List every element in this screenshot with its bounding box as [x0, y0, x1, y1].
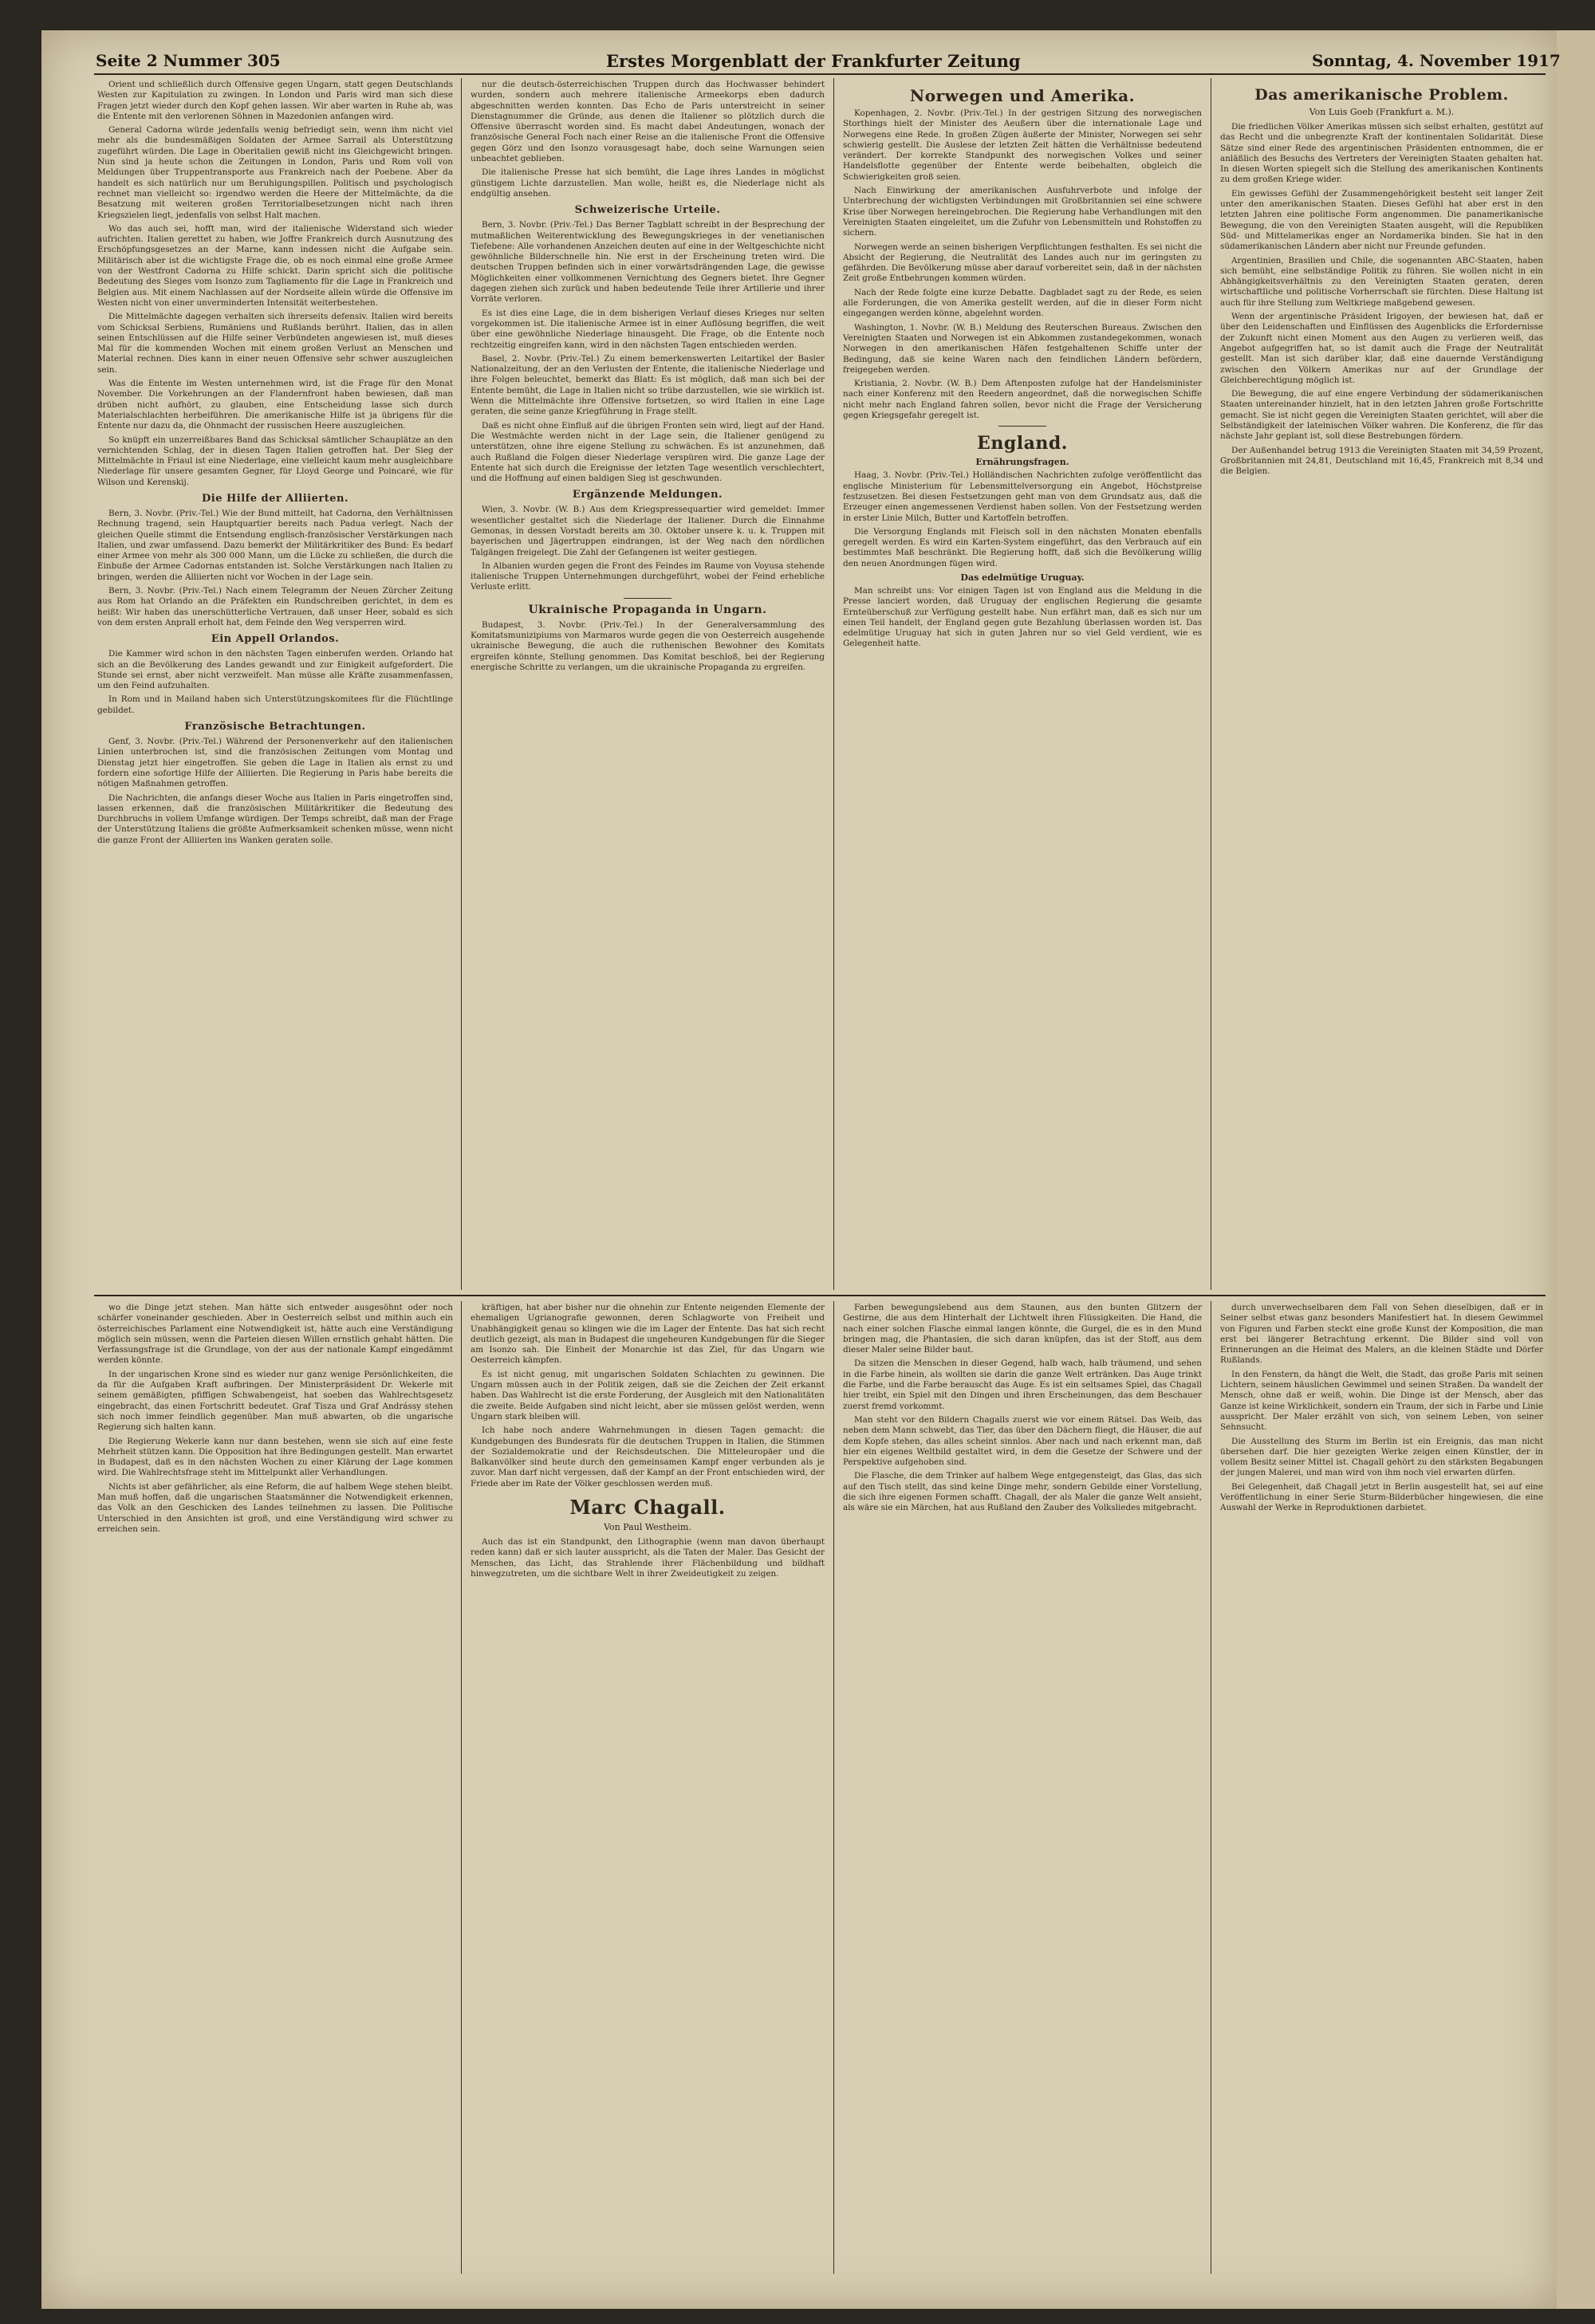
feuilleton-column-4 [1220, 1303, 1543, 2267]
paragraph: nur die deutsch-österreichischen Truppen durch das Hochwasser behindert wurden, sondern auch mehrere italienische Armeekorps eben dadurch abgeschnitten werden konnten. Das Echo de Paris unterstreicht in seiner Dienstagnummer die Gründe, aus denen die Italiener so plötzlich durch die Offensive überrascht worden sind. Es macht dabei Andeutungen, wonach der französische General Foch nach einer Reise an die italienische Front die Offensive gegen Görz und den Isonzo vorausgesagt habe, doch seine Warnungen seien unbeachtet geblieben. [471, 80, 825, 164]
paragraph: Die Mittelmächte dagegen verhalten sich ihrerseits defensiv. Italien wird bereits vom Schicksal Serbiens, Rumäniens und Rußlands berührt. Italien, das in allen seinen Entschlüssen auf die Hilfe seiner Verbündeten angewiesen ist, muß dieses Mal für die kommenden Wochen mit einem großen Verlust an Menschen und Material rechnen. Dies kann in einer neuen Offensive sehr schwer auszugleichen sein. [97, 312, 453, 375]
column-4 [1220, 80, 1543, 1288]
paragraph: Budapest, 3. Novbr. (Priv.-Tel.) In der Generalversammlung des Komitatsmunizipiums von Marmaros wurde gegen die von Oesterreich ausgehende ukrainische Bewegung, die auch die ruthenischen Bewohner des Komitats ergreifen könnte, Stellung genommen. Das Komitat beschloß, bei der Regierung energische Schritte zu verlangen, um die ukrainische Propaganda zu ergreifen. [471, 619, 825, 672]
feuilleton-column-2 [471, 1303, 825, 2267]
paragraph: Wien, 3. Novbr. (W. B.) Aus dem Kriegspressequartier wird gemeldet: Immer wesentlicher gestaltet sich die Niederlage der Italiener. Durch die Einnahme Gemonas, in dessen Vorstadt bereits am 30. Oktober unsere k. u. k. Truppen mit bayerischen und Jägertruppen eindrangen, ist der Weg nach den nördlichen Talgängen freigelegt. Die Zahl der Gefangenen ist weiter gestiegen. [471, 505, 825, 557]
paragraph: Man schreibt uns: Vor einigen Tagen ist von England aus die Meldung in die Presse lanciert worden, daß Uruguay der englischen Regierung die gesamte Ernteüberschuß zur Verfügung gestellt habe. Nun erfährt man, daß es sich nur um einen Teil handelt, der England gegen gute Bezahlung überlassen worden ist. Das edelmütige Uruguay hat sich in guten Jahren nur so viel Geld verdient, wie es Gelegenheit hatte. [843, 585, 1202, 649]
paragraph: In der ungarischen Krone sind es wieder nur ganz wenige Persönlichkeiten, die da für die Aufgaben Kraft aufbringen. Der Ministerpräsident Dr. Wekerle mit seinem gemäßigten, pfiffigen Schwabengeist, hat soeben das Wahlrechtsgesetz eingebracht, das einen Fortschritt bedeutet. Graf Tisza und Graf Andrássy stehen sich noch immer feindlich gegenüber. Man muß abwarten, ob die ungarische Regierung sich halten kann. [97, 1369, 453, 1433]
paragraph: In Albanien wurden gegen die Front des Feindes im Raume von Voyusa stehende italienische Truppen Unternehmungen durchgeführt, wobei der Feind erhebliche Verluste erlitt. [471, 560, 825, 592]
paragraph: Bern, 3. Novbr. (Priv.-Tel.) Wie der Bund mitteilt, hat Cadorna, den Verhältnissen Rechnung tragend, sein Hauptquartier bereits nach Padua verlegt. Nach der gleichen Quelle stimmt die Entsendung englisch-französischer Verstärkungen nach Italien, und zwar umfassend. Dazu bemerkt der Militärkritiker des Bund: Es bedarf einer Armee von mehr als 300 000 Mann, um die Lücke zu schließen, die durch die Einbuße der Armee Cadornas entstanden ist. Solche Verstärkungen nach Italien zu bringen, werden die Alliierten nicht vor Wochen in der Lage sein. [97, 508, 453, 582]
issue-date: Sonntag, 4. November 1917 [1312, 51, 1561, 70]
adjacent-page-edge [1557, 30, 1595, 2309]
section-heading: Ergänzende Meldungen. [572, 489, 723, 501]
paragraph: Ein gewisses Gefühl der Zusammengehörigkeit besteht seit langer Zeit unter den amerikanischen Staaten. Dieses Gefühl hat aber erst in den letzten Jahren eine politische Form angenommen. Die panamerikanische Bewegung, die von den Vereinigten Staaten ausgeht, will die Republiken Süd- und Mittelamerikas enger an Nordamerika binden. Sie hat in den südamerikanischen Ländern aber nicht nur Freunde gefunden. [1220, 188, 1543, 252]
paragraph: Nach der Rede folgte eine kurze Debatte. Dagbladet sagt zu der Rede, es seien alle Forderungen, die von Amerika gestellt werden, auf die in dieser Form nicht eingegangen werden könne, abgelehnt worden. [843, 287, 1202, 319]
paragraph: wo die Dinge jetzt stehen. Man hätte sich entweder ausgesöhnt oder noch schärfer voneinander geschieden. Aber in Oesterreich selbst und mithin auch ein österreichisches Parlament eine Notwendigkeit ist, hätte auch eine Verständigung möglich sein müssen, wenn die Parteien diesen Willen ernstlich gehabt hätten. Die Verfassungsfrage ist die Grundlage, von der aus der nationale Kampf eingedämmt werden könnte. [97, 1303, 453, 1366]
paragraph: In den Fenstern, da hängt die Welt, die Stadt, das große Paris mit seinen Lichtern, seinem häuslichen Gewimmel und seinen Straßen. Da wandelt der Mensch, ohne daß er weiß, wohin. Die Dinge ist der Mensch, aber das Ganze ist keine Wirklichkeit, sondern ein Traum, der sich in Farbe und Linie ausspricht. Der Maler erzählt von sich, von seinem Leben, von seiner Sehnsucht. [1220, 1369, 1543, 1433]
paragraph: Die Kammer wird schon in den nächsten Tagen einberufen werden. Orlando hat sich an die Bevölkerung des Landes gewandt und zur Einigkeit aufgefordert. Die Stunde sei ernst, aber nicht verzweifelt. Man müsse alle Kräfte zusammenfassen, um den Feind aufzuhalten. [97, 649, 453, 691]
article-headline: Norwegen und Amerika. [909, 86, 1136, 105]
column-rule [461, 78, 462, 1290]
section-heading: Ein Appell Orlandos. [211, 633, 340, 646]
subheading: Das edelmütige Uruguay. [960, 572, 1085, 583]
divider [624, 598, 671, 599]
article-headline: Marc Chagall. [569, 1496, 726, 1520]
paragraph: Wenn der argentinische Präsident Irigoyen, der bewiesen hat, daß er über den Leidenschaften und Einflüssen des Augenblicks die Erfordernisse der Zukunft nicht einen Moment aus den Augen zu verlieren weiß, das Angebot aufgegriffen hat, so ist damit auch die Frage der Neutralität gestellt. Man ist sich darüber klar, daß eine dauernde Verständigung zwischen den Völkern Amerikas nur auf der Grundlage der Gleichberechtigung möglich ist. [1220, 312, 1543, 385]
paragraph: Die friedlichen Völker Amerikas müssen sich selbst erhalten, gestützt auf das Recht und die unbegrenzte Kraft der kontinentalen Solidarität. Diese Sätze sind einer Rede des argentinischen Präsidenten entnommen, die er anläßlich des Besuchs des Vertreters der Vereinigten Staaten gehalten hat. In diesen Worten spiegelt sich die Stellung des amerikanischen Kontinents zu dem großen Kriege wider. [1220, 122, 1543, 185]
page-number: Seite 2 Nummer 305 [96, 51, 281, 70]
paragraph: Haag, 3. Novbr. (Priv.-Tel.) Holländischen Nachrichten zufolge veröffentlicht das englische Ministerium für Lebensmittelversorgung ein Angebot, Höchstpreise festzusetzen. Bei diesen Festsetzungen geht man von dem Grundsatz aus, daß die Erzeuger einen angemessenen Verdienst haben sollen. Von der Festsetzung werden in erster Linie Milch, Butter und Kartoffeln betroffen. [843, 470, 1202, 523]
masthead: Erstes Morgenblatt der Frankfurter Zeitung [606, 51, 1021, 71]
paragraph: Kristiania, 2. Novbr. (W. B.) Dem Aftenposten zufolge hat der Handelsminister nach einer Konferenz mit den Reedern angeordnet, daß die norwegischen Schiffe nicht mehr nach England fahren sollen, bevor nicht die Frage der Versicherung gegen Kriegsgefahr geregelt ist. [843, 379, 1202, 421]
column-rule [833, 78, 834, 1290]
article-headline: Das amerikanische Problem. [1254, 86, 1509, 104]
divider [998, 426, 1046, 427]
paragraph: Washington, 1. Novbr. (W. B.) Meldung des Reuterschen Bureaus. Zwischen den Vereinigten Staaten und Norwegen ist ein Abkommen zustandegekommen, wonach Norwegen in den amerikanischen Häfen festgehaltenen Schiffe unter der Bedingung, daß sie keine Waren nach den feindlichen Ländern befördern, freigegeben werden. [843, 322, 1202, 375]
paragraph: Die Versorgung Englands mit Fleisch soll in den nächsten Monaten ebenfalls geregelt werden. Es wird ein Karten-System eingeführt, das den Verbrauch auf ein bestimmtes Maß beschränkt. Die Regierung hofft, daß sich die Bevölkerung willig den neuen Anordnungen fügen wird. [843, 526, 1202, 568]
column-rule [461, 1301, 462, 2274]
paragraph: Orient und schließlich durch Offensive gegen Ungarn, statt gegen Deutschlands Westen zur Kapitulation zu zwingen. In London und Paris wird man sich diese Fragen jetzt wieder durch den Kopf gehen lassen. Wir aber warten in Ruhe ab, was die Entente mit den verlorenen Söhnen in Mazedonien anfangen wird. [97, 80, 453, 121]
paragraph: Auch das ist ein Standpunkt, den Lithographie (wenn man davon überhaupt reden kann) daß er sich lauter ausspricht, als die Taten der Maler. Das Gesicht der Menschen, das Licht, das Strahlende ihrer Flächenbildung und bildhaft hinwegzutreten, um die sichtbare Welt in ihrer Zweideutigkeit zu zeigen. [471, 1537, 825, 1579]
feuilleton-column-1 [97, 1303, 453, 2267]
column-2 [471, 80, 825, 1288]
paragraph: Wo das auch sei, hofft man, wird der italienische Widerstand sich wieder aufrichten. Italien gerettet zu haben, wie Joffre Frankreich durch Ausnutzung des Erschöpfungsgesetzes an der Marne, kann indessen nicht die Aufgabe sein. Militärisch aber ist die wichtigste Frage die, ob es noch einmal eine große Armee von der Westfront Cadorna zu Hilfe schickt. Darin spricht sich die politische Bedeutung des Sieges vom Isonzo zum Tagliamento für die Lage in Frankreich und Belgien aus. Mit einem Nachlassen auf der Nordseite allein würde die Offensive im Westen nicht von einer unverminderten Intensität weiterbestehen. [97, 223, 453, 308]
subheading: Ernährungsfragen. [975, 457, 1069, 468]
paragraph: Bern, 3. Novbr. (Priv.-Tel.) Nach einem Telegramm der Neuen Zürcher Zeitung aus Rom hat Orlando an die Präfekten ein Rundschreiben gerichtet, in dem es heißt: Wir haben das unerschütterliche Vertrauen, daß unser Heer, sobald es sich von dem ersten Anprall erholt hat, dem Feinde den Weg versperren wird. [97, 586, 453, 627]
paragraph: durch unverwechselbaren dem Fall von Sehen dieselbigen, daß er in Seiner selbst etwas ganz besonders Manifestiert hat. In diesem Gewimmel von Figuren und Farben steckt eine große Kunst der Komposition, die man erst bei längerer Betrachtung erkennt. Die Bilder sind voll von Erinnerungen an die Heimat des Malers, an die kleinen Städte und Dörfer Rußlands. [1220, 1303, 1543, 1366]
column-rule [833, 1301, 834, 2274]
header-rule [94, 73, 1546, 75]
section-heading: Französische Betrachtungen. [184, 721, 366, 733]
column-3 [843, 80, 1202, 1288]
section-heading: Schweizerische Urteile. [574, 204, 721, 217]
article-headline: England. [977, 433, 1068, 454]
paragraph: Der Außenhandel betrug 1913 die Vereinigten Staaten mit 34,59 Prozent, Großbritannien mit 24,81, Deutschland mit 16,45, Frankreich mit 8,34 und die Belgien. [1220, 445, 1543, 477]
paragraph: Bei Gelegenheit, daß Chagall jetzt in Berlin ausgestellt hat, sei auf eine Veröffentlichung in einer Serie Sturm-Bilderbücher hingewiesen, die eine Auswahl der Werke in Reproduktionen darbietet. [1220, 1481, 1543, 1513]
byline: Von Paul Westheim. [604, 1522, 691, 1533]
paragraph: Argentinien, Brasilien und Chile, die sogenannten ABC-Staaten, haben sich bemüht, eine selbständige Politik zu führen. Sie wollen nicht in ein Abhängigkeitsverhältnis zu den Vereinigten Staaten geraten, deren wirtschaftliche und politische Vorherrschaft sie fürchten. Diese Haltung ist auch für ihre Stellung zum Weltkriege maßgebend gewesen. [1220, 255, 1543, 308]
paragraph: So knüpft ein unzerreißbares Band das Schicksal sämtlicher Schauplätze an den vernichtenden Schlag, der in diesen Tagen Italien getroffen hat. Der Sieg der Mittelmächte in Friaul ist eine Niederlage, eine vielleicht kaum mehr ausgleichbare Niederlage für unsere gesamten Gegner, für Lloyd George und Poincaré, wie für Wilson und Kerenskij. [97, 435, 453, 487]
paragraph: Die italienische Presse hat sich bemüht, die Lage ihres Landes in möglichst günstigem Lichte darzustellen. Man wolle, heißt es, die Niederlage nicht als endgültig ansehen. [471, 167, 825, 199]
paragraph: Die Regierung Wekerle kann nur dann bestehen, wenn sie sich auf eine feste Mehrheit stützen kann. Die Opposition hat ihre Bedingungen gestellt. Man erwartet in Budapest, daß es in den nächsten Wochen zu einer Klärung der Lage kommen wird. Die Wahlrechtsfrage steht im Mittelpunkt aller Verhandlungen. [97, 1436, 453, 1478]
feuilleton-column-3 [843, 1303, 1202, 2267]
paragraph: Daß es nicht ohne Einfluß auf die übrigen Fronten sein wird, liegt auf der Hand. Die Westmächte werden nicht in der Lage sein, die Italiener genügend zu unterstützen, ohne ihre eigene Stellung zu schwächen. Es ist anzunehmen, daß auch Rußland die Folgen dieser Niederlage verspüren wird. Die ganze Lage der Entente hat sich durch die Ereignisse der letzten Tage wesentlich verschlechtert, und die Hoffnung auf einen baldigen Sieg ist geschwunden. [471, 420, 825, 484]
section-heading: Die Hilfe der Alliierten. [201, 492, 349, 505]
paragraph: Nichts ist aber gefährlicher, als eine Reform, die auf halbem Wege stehen bleibt. Man muß hoffen, daß die ungarischen Staatsmänner die Notwendigkeit erkennen, das Volk an den Geschicken des Landes teilnehmen zu lassen. Die Politische Unterschied in den Ansichten ist groß, und eine Verständigung wird schwer zu erreichen sein. [97, 1481, 453, 1534]
paragraph: Es ist dies eine Lage, die in dem bisherigen Verlauf dieses Krieges nur selten vorgekommen ist. Die italienische Armee ist in einer Auflösung begriffen, die weit über eine gewöhnliche Niederlage hinausgeht. Die Frage, ob die Entente noch rechtzeitig eingreifen kann, wird in den nächsten Tagen entschieden werden. [471, 308, 825, 350]
paragraph: Die Flasche, die dem Trinker auf halbem Wege entgegensteigt, das Glas, das sich auf den Tisch stellt, das sind keine Dinge mehr, sondern Gebilde einer Vorstellung, die sich ihre eigenen Formen schafft. Chagall, der als Maler die ganze Welt ansieht, als wäre sie ein Märchen, hat aus Rußland den Zauber des Volksliedes mitgebracht. [843, 1471, 1202, 1513]
paragraph: Was die Entente im Westen unternehmen wird, ist die Frage für den Monat November. Die Vorkehrungen an der Flandernfront haben bewiesen, daß man drüben nicht aufhört, zu glauben, eine Entscheidung lasse sich durch Materialschlachten herbeiführen. Die amerikanische Hilfe ist ja übrigens für die Entente nur dazu da, die Ohnmacht der russischen Heere auszugleichen. [97, 379, 453, 431]
paragraph: Die Nachrichten, die anfangs dieser Woche aus Italien in Paris eingetroffen sind, lassen erkennen, daß die französischen Militärkritiker die Bedeutung des Durchbruchs in vollem Umfange würdigen. Der Temps schreibt, daß man der Frage der Unterstützung Italiens die größte Aufmerksamkeit schenken müsse, wenn nicht die ganze Front der Alliierten ins Wanken geraten solle. [97, 792, 453, 845]
paragraph: Die Bewegung, die auf eine engere Verbindung der südamerikanischen Staaten untereinander hinzielt, hat in den letzten Jahren große Fortschritte gemacht. Sie ist nicht gegen die Vereinigten Staaten gerichtet, will aber die Selbständigkeit der lateinischen Völker wahren. Die Konferenz, die für das nächste Jahr geplant ist, soll diese Bestrebungen fördern. [1220, 389, 1543, 442]
paragraph: In Rom und in Mailand haben sich Unterstützungskomitees für die Flüchtlinge gebildet. [97, 694, 453, 715]
column-1 [97, 80, 453, 1288]
paragraph: Es ist nicht genug, mit ungarischen Soldaten Schlachten zu gewinnen. Die Ungarn müssen auch in der Politik zeigen, daß sie die Zeichen der Zeit erkannt haben. Das Wahlrecht ist die erste Forderung, der Ausgleich mit den Nationalitäten die zweite. Beide Aufgaben sind nicht leicht, aber sie müssen gelöst werden, wenn Ungarn stark bleiben will. [471, 1369, 825, 1422]
paragraph: Basel, 2. Novbr. (Priv.-Tel.) Zu einem bemerkenswerten Leitartikel der Basler Nationalzeitung, der an den Verlusten der Entente, die italienische Niederlage und ihre Folgen beleuchtet, bemerkt das Blatt: Es ist möglich, daß man sich bei der Entente bemüht, die Lage in Italien nicht so trübe darzustellen, wie sie wirklich ist. Wenn die Mittelmächte ihre Offensive fortsetzen, so wird Italien in eine Lage geraten, die seine ganze Kriegführung in Frage stellt. [471, 353, 825, 417]
paragraph: Man steht vor den Bildern Chagalls zuerst wie vor einem Rätsel. Das Weib, das neben dem Mann schwebt, das Tier, das über den Dächern fliegt, die Häuser, die auf dem Kopfe stehen, das alles scheint sinnlos. Aber nach und nach erkennt man, daß hier ein eigenes Weltbild gestaltet wird, in dem die Gesetze der Schwere und der Perspektive aufgehoben sind. [843, 1414, 1202, 1468]
paragraph: Nach Einwirkung der amerikanischen Ausfuhrverbote und infolge der Unterbrechung der wichtigsten Verbindungen mit Großbritannien sei eine schwere Krise über Norwegen hereingebrochen. Die Regierung habe Verhandlungen mit den Vereinigten Staaten eingeleitet, um die Zufuhr von Lebensmitteln und Rohstoffen zu sichern. [843, 186, 1202, 238]
paragraph: Kopenhagen, 2. Novbr. (Priv.-Tel.) In der gestrigen Sitzung des norwegischen Storthings hielt der Minister des Aeußern über die internationale Lage und Norwegens eine Rede. In großen Zügen äußerte der Minister, Norwegen sei sehr schwierig gestellt. Die Auslese der letzten Zeit hätten die Verhältnisse bedeutend verändert. Der korrekte Standpunkt des norwegischen Volkes und seiner Handelsflotte gegenüber der Entente werde beibehalten, obgleich die Schwierigkeiten groß seien. [843, 108, 1202, 182]
paragraph: Bern, 3. Novbr. (Priv.-Tel.) Das Berner Tagblatt schreibt in der Besprechung der mutmaßlichen Weiterentwicklung des Bewegungskrieges in der venetianischen Tiefebene: Alle vorhandenen Anzeichen deuten auf eine in der Weltgeschichte nicht gewöhnliche Bilderschnelle hin. Nie erst in der Erscheinung treten wird. Die deutschen Truppen befinden sich in einer vorwärtsdrängenden Lage, die gewisse Möglichkeiten einer vollkommenen Vernichtung des Gegners bietet. Ihre Gegner dagegen ziehen sich zurück und haben bedeutende Teile ihrer Artillerie und ihrer Vorräte verloren. [471, 220, 825, 305]
paragraph: Da sitzen die Menschen in dieser Gegend, halb wach, halb träumend, und sehen in die Farbe hinein, als wollten sie darin die ganze Welt ertränken. Das Auge trinkt die Farbe, und die Farbe berauscht das Auge. Es ist ein seltsames Spiel, das Chagall hier treibt, ein Spiel mit den Dingen und ihren Erscheinungen, das dem Beschauer zuerst fremd vorkommt. [843, 1359, 1202, 1411]
feuilleton-rule [94, 1295, 1546, 1296]
paragraph: Ich habe noch andere Wahrnehmungen in diesen Tagen gemacht: die Kundgebungen des Bundesrats für die deutschen Truppen in Italien, die Stimmen der Sozialdemokratie und der Reichsdeutschen. Die Mitteleuropäer und die Balkanvölker sind heute durch den gemeinsamen Kampf enger verbunden als je zuvor. Man darf nicht vergessen, daß der Kampf an der Front entschieden wird, der Friede aber im Rate der Völker geschlossen werden muß. [471, 1425, 825, 1488]
paragraph: Norwegen werde an seinen bisherigen Verpflichtungen festhalten. Es sei nicht die Absicht der Regierung, die Neutralität des Landes auch nur im geringsten zu gefährden. Die Bevölkerung müsse aber darauf vorbereitet sein, daß in der nächsten Zeit große Entbehrungen kommen würden. [843, 242, 1202, 284]
paragraph: Farben bewegungslebend aus dem Staunen, aus den bunten Glitzern der Gestirne, die aus dem Hinterhalt der Lichtwelt ihren Flüssigkeiten. Die Hand, die nach einer solchen Flasche einmal langen könnte, die Gurgel, die es in den Mund bringen mag, die Phantasien, die sich daran knüpfen, das ist der Stoff, aus dem dieser Maler seine Bilder baut. [843, 1303, 1202, 1355]
byline: Von Luis Goeb (Frankfurt a. M.). [1309, 107, 1455, 117]
paragraph: Die Ausstellung des Sturm im Berlin ist ein Ereignis, das man nicht übersehen darf. Die hier gezeigten Werke zeigen einen Künstler, der in vollem Besitz seiner Mittel ist. Chagall gehört zu den stärksten Begabungen der jungen Malerei, und man wird von ihm noch viel erwarten dürfen. [1220, 1436, 1543, 1478]
paragraph: General Cadorna würde jedenfalls wenig befriedigt sein, wenn ihm nicht viel mehr als die bundesmäßigen Soldaten der Armee Sarrail als Unterstützung zugeführt würden. Die Lage in Oberitalien gewiß nicht ins Gleichgewicht bringen. Nun sind ja heute schon die Zeitungen in London, Paris und Rom voll von Meldungen über Truppentransporte aus Frankreich nach der Poebene. Aber da handelt es sich natürlich nur um Beruhigungspillen. Politisch und psychologisch rechnet man vielleicht so: irgendwo werden die Heere der Mittelmächte, da die Besatzung mit weiteren großen Territorialbesetzungen nicht nach ihren Kriegszielen liegt, jedenfalls von selbst Halt machen. [97, 125, 453, 220]
paragraph: kräftigen, hat aber bisher nur die ohnehin zur Entente neigenden Elemente der ehemaligen Ugrianografie gewonnen, deren Schlagworte von Freiheit und Unabhängigkeit genau so klingen wie die im Lager der Entente. Das hat sich recht deutlich gezeigt, als man in Budapest die ungeheuren Kundgebungen für die Sieger am Isonzo sah. Die Einheit der Monarchie ist das Ziel, für das Ungarn wie Oesterreich kämpfen. [471, 1303, 825, 1366]
paragraph: Genf, 3. Novbr. (Priv.-Tel.) Während der Personenverkehr auf den italienischen Linien unterbrochen ist, sind die französischen Zeitungen vom Montag und Dienstag jetzt hier eingetroffen. Sie geben die Lage in Italien als ernst zu und fordern eine sofortige Hilfe der Alliierten. Die Regierung in Paris habe bereits die nötigen Maßnahmen getroffen. [97, 737, 453, 789]
section-heading: Ukrainische Propaganda in Ungarn. [528, 603, 767, 616]
